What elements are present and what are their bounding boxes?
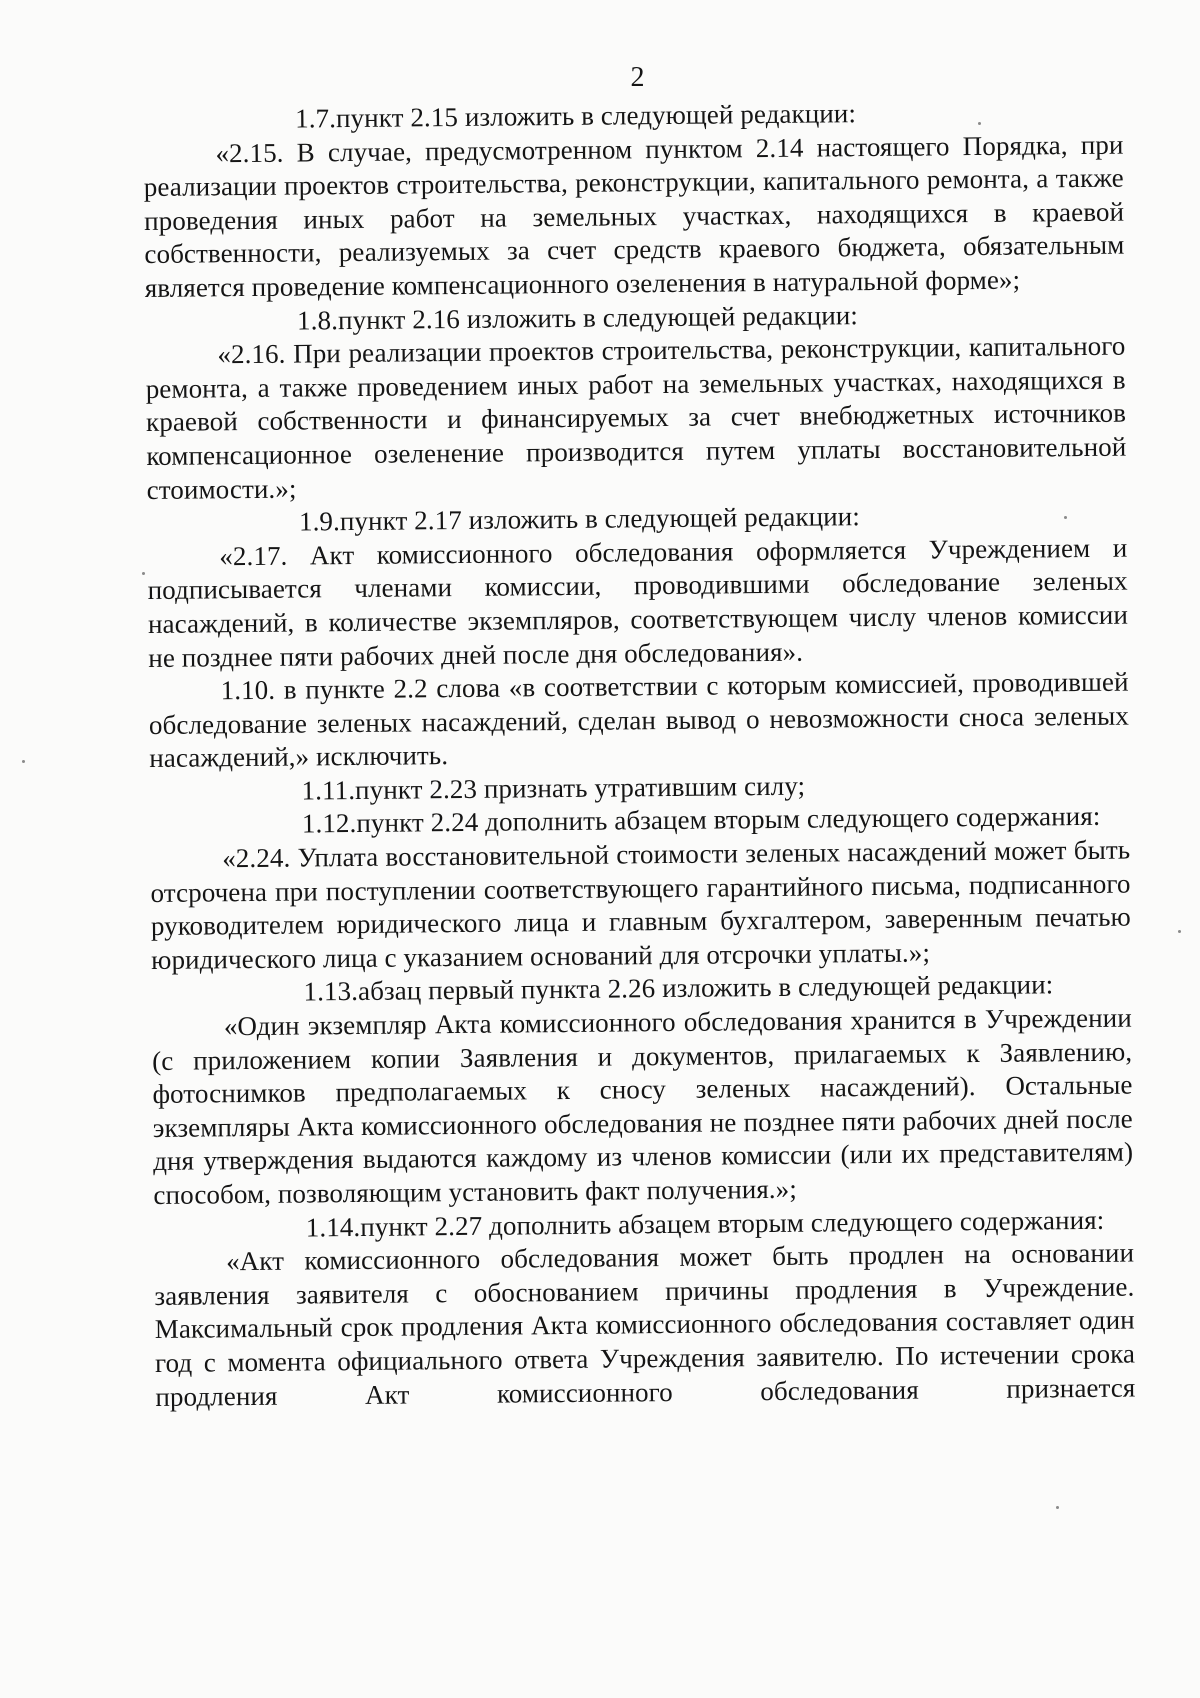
paragraph-2-17-quote [147,531,1128,675]
page-number: 2 [630,62,645,93]
paragraph-text: пункт 2.24 дополнить абзацем вторым следующего содержания: [356,801,1101,839]
scan-speck [22,760,25,763]
item-number: 1.8. [296,304,339,336]
document-body [143,95,1136,1415]
scan-speck [1178,930,1181,933]
scan-speck [1056,1506,1059,1509]
paragraph-text: «Один экземпляр Акта комиссионного обследования хранится в Учреждении (с приложением копии Заявления и документов, прилагаемых к Заявлению, фотоснимков предполагаемых к сносу зеленых насаждений). Остальные экземпляры Акта комиссионного обследования не позднее пяти рабочих дней после дня утверждения выдаются каждому из членов комиссии (или их представителям) способом, позволяющим установить факт получения.»; [152,1002,1134,1210]
scan-speck [142,572,145,575]
paragraph-text: «2.17. Акт комиссионного обследования оформляется Учреждением и подписывается членами комиссии, проводившими обследование зеленых насаждений, в количестве экземпляров, соответствующем числу членов комиссии не позднее пяти рабочих дней после дня обследования». [147,532,1129,673]
paragraph-text: пункт 2.16 изложить в следующей редакции: [337,299,859,335]
paragraph-text: абзац первый пункта 2.26 изложить в следующей редакции: [357,969,1054,1007]
paragraph-text: пункт 2.23 признать утратившим силу; [354,770,806,805]
paragraph-text: пункт 2.27 дополнить абзацем вторым следующего содержания: [360,1204,1105,1242]
paragraph-2-27-quote [154,1237,1136,1414]
paragraph-2-15-quote [143,128,1125,305]
paragraph-text: пункт 2.17 изложить в следующей редакции: [339,501,861,537]
paragraph-text: пункт 2.15 изложить в следующей редакции: [335,98,857,134]
item-number: 1.11. [301,774,356,806]
paragraph-2-24-quote [150,834,1131,978]
paragraph-text: «2.24. Уплата восстановительной стоимости зеленых насаждений может быть отсрочена при поступлении соответствующего гарантийного письма, подписанного руководителем юридического лица и главным бухгалтером, заверенным печатью юридического лица с указанием оснований для отсрочки уплаты.»; [150,834,1131,975]
item-number: 1.9. [298,506,341,537]
item-number: 1.12. [301,808,357,839]
scan-speck [1064,516,1067,519]
paragraph-2-26-quote [152,1002,1134,1213]
item-number: 1.14. [305,1211,361,1243]
paragraph-text: «2.16. При реализации проектов строительства, реконструкции, капитального ремонта, а также проведением иных работ на земельных участках, находящихся в краевой собственности и финансируемых за счет внебюджетных источников компенсационное озеленение производится путем уплаты восстановительной стоимости.»; [145,330,1127,505]
paragraph-text: «Акт комиссионного обследования может быть продлен на основании заявления заявителя с обоснованием причины продления в Учреждение. Максимальный срок продления Акта комиссионного обследования составляет один год с момента официального ответа Учреждения заявителю. По истечении срока продления Акт комиссионного обследования признается [154,1237,1136,1412]
paragraph-1-10 [148,666,1129,776]
paragraph-text: «2.15. В случае, предусмотренном пунктом 2.14 настоящего Порядка, при реализации проектов строительства, реконструкции, капитального ремонта, а также проведения иных работ на земельных участках, находящихся в краевой собственности, реализуемых за счет средств краевого бюджета, обязательным является проведение компенсационного озеленения в натуральной форме»; [143,129,1125,303]
paragraph-text: 1.10. в пункте 2.2 слова «в соответствии с которым комиссией, проводившей обследование зеленых насаждений, сделан вывод о невозможности сноса зеленых насаждений,» исключить. [148,666,1130,774]
scan-speck [978,122,981,125]
item-number: 1.7. [295,103,337,134]
paragraph-2-16-quote [145,330,1127,507]
item-number: 1.13. [303,976,359,1007]
